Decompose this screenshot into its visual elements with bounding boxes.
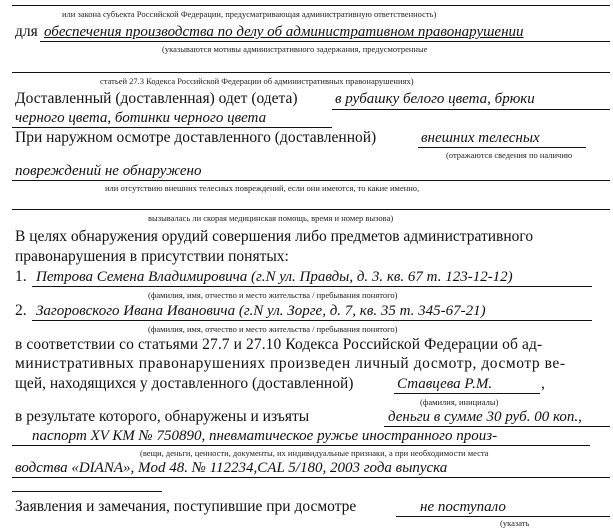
- remarks-label: Заявления и замечания, поступившие при досмотре: [15, 498, 357, 515]
- witness-1-number: 1.: [15, 268, 27, 285]
- underline: [384, 426, 610, 427]
- underline: [32, 320, 592, 321]
- for-label: для: [15, 23, 38, 40]
- witnesses-intro-2: правонарушения в присутствии понятых:: [15, 248, 289, 265]
- underline: [332, 109, 610, 110]
- underline: [396, 516, 610, 517]
- underline: [12, 127, 332, 128]
- dressed-value-1: в рубашку белого цвета, брюки: [335, 91, 535, 107]
- dressed-value-2: черного цвета, ботинки черного цвета: [15, 110, 267, 126]
- underline: [12, 477, 610, 478]
- search-text-1: в соответствии со статьями 27.7 и 27.10 Кодекса Российской Федерации об ад-: [15, 336, 543, 353]
- witness-1-value: Петрова Семена Владимировича (г.N ул. Правды, д. 3. кв. 67 т. 123-12-12): [36, 269, 513, 285]
- result-value-3: водства «DIANA», Mod 48. № 112234,CAL 5/180, 2003 года выпуска: [15, 460, 448, 476]
- underline: [40, 41, 610, 42]
- caption-ambulance: вызывалась ли скорая медицинская помощь, время и номер вызова): [148, 213, 394, 223]
- caption-witness-2: (фамилия, имя, отчество и место жительства / пребывания понятого): [148, 324, 398, 334]
- caption-motives: (указываются мотивы административного задержания, предусмотренные: [162, 44, 428, 54]
- result-label: в результате которого, обнаружены и изъяты: [15, 408, 310, 425]
- exam-value-2: повреждений не обнаружено: [15, 163, 202, 179]
- caption-article: статьей 27.3 Кодекса Российской Федерации об административных правонарушениях): [100, 76, 414, 86]
- caption-items-1: (вещи, деньги, ценности, документы, их индивидуальные признаки, а при необходимости места: [140, 448, 489, 458]
- search-text-3: щей, находящихся у доставленного (доставленной): [15, 375, 354, 392]
- underline: [12, 72, 610, 73]
- caption-name-initials: (фамилия, инициалы): [420, 397, 499, 407]
- result-value-2: паспорт XV КМ № 750890, пневматическое ружье иностранного произ-: [32, 428, 498, 444]
- dressed-label: Доставленный (доставленная) одет (одета): [15, 90, 298, 107]
- exam-label: При наружном осмотре доставленного (доставленной): [15, 129, 377, 146]
- underline: [12, 445, 590, 446]
- exam-value-1: внешних телесных: [421, 130, 540, 146]
- underline: [418, 147, 586, 148]
- caption-law-subject: или закона субъекта Российской Федерации, предусматривающая административную ответственность): [62, 9, 437, 19]
- witness-2-number: 2.: [15, 302, 27, 319]
- underline: [12, 209, 610, 210]
- caption-witness-1: (фамилия, имя, отчество и место жительства / пребывания понятого): [148, 290, 398, 300]
- caption-specify: (указать: [500, 518, 530, 528]
- underline: [12, 180, 610, 181]
- search-text-2: министративных правонарушениях произведен личный досмотр, досмотр ве-: [15, 355, 566, 372]
- searched-person-value: Ставцева Р.М.: [397, 376, 493, 392]
- underline: [12, 5, 610, 6]
- remarks-value: не поступало: [420, 499, 506, 515]
- purpose-value: обеспечения производства по делу об административном правонарушении: [44, 24, 524, 40]
- underline: [32, 286, 592, 287]
- witness-2-value: Загоровского Ивана Ивановича (г.N ул. Зорге, д. 7, кв. 35 т. 345-67-21): [36, 303, 486, 319]
- caption-injuries-2: или отсутствию внешних телесных повреждений, если они имеются, то какие именно,: [105, 183, 420, 193]
- searched-person-comma: ,: [541, 375, 545, 392]
- result-value-1: деньги в сумме 30 руб. 00 коп.,: [388, 409, 582, 425]
- underline: [12, 491, 162, 492]
- witnesses-intro-1: В целях обнаружения орудий совершения либо предметов административного: [15, 228, 534, 245]
- caption-injuries-1: (отражаются сведения по наличию: [446, 150, 573, 160]
- underline: [394, 393, 540, 394]
